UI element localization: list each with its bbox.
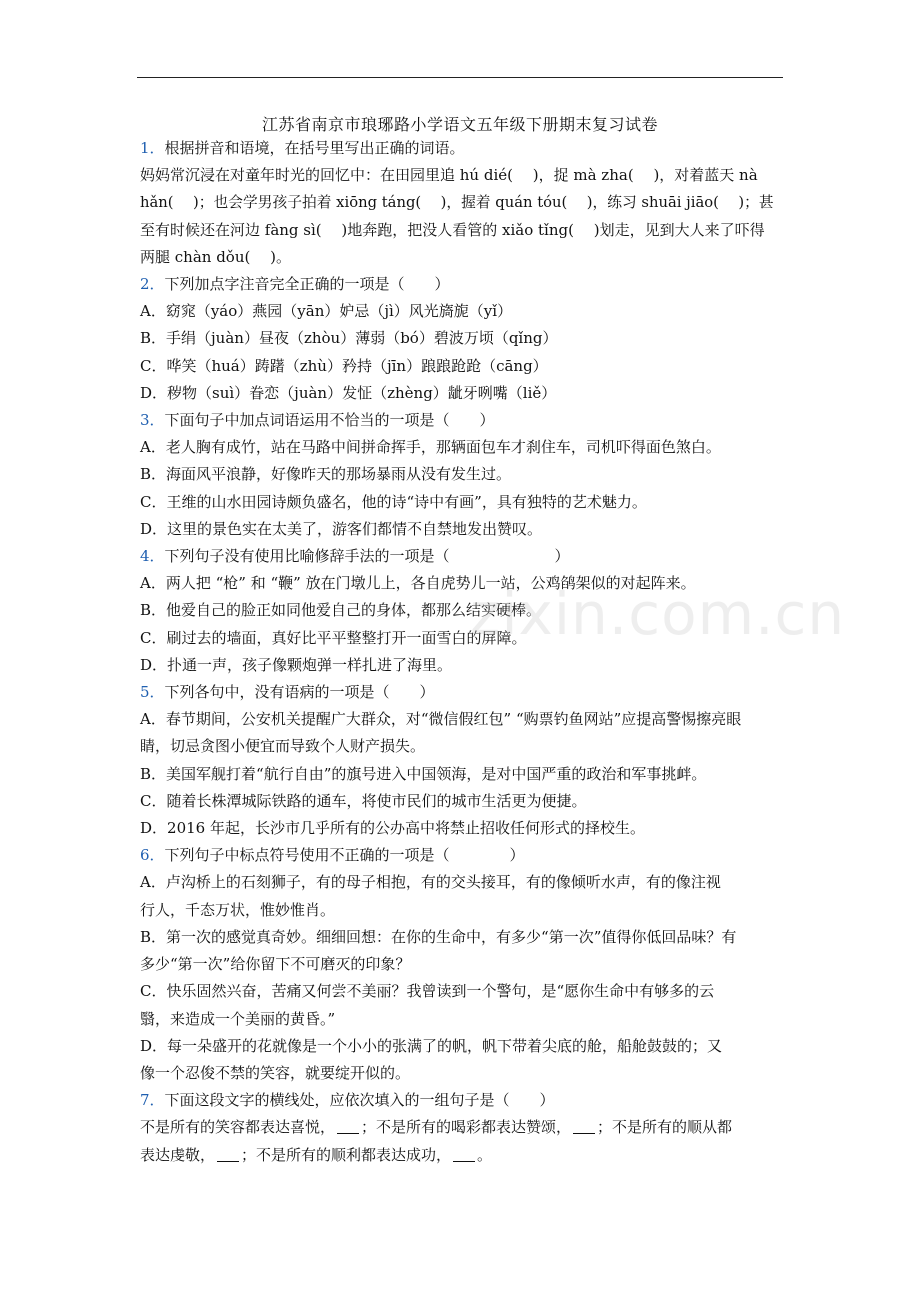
question-3-option-a: A．老人胸有成竹，站在马路中间拼命挥手，那辆面包车才刹住车，司机吓得面色煞白。 [140,438,721,457]
question-number: 5． [140,683,165,702]
question-7-line [140,1114,782,1141]
question-6-line: C．快乐固然兴奋，苦痛又何尝不美丽？我曾读到一个警句，是“愿你生命中有够多的云 [140,982,715,1001]
question-1-line: 至有时候还在河边 fàng sì( )地奔跑，把没人看管的 xiǎo tǐng( )划走，见到大人来了吓得 [140,220,765,239]
question-text: 下列句子没有使用比喻修辞手法的一项是（ ） [164,547,570,566]
question-4-stem [140,543,782,570]
question-6-line: 翳，来造成一个美丽的黄昏。” [140,1009,336,1028]
question-text: 下列加点字注音完全正确的一项是（ ） [164,275,450,294]
fill-blank[interactable] [453,1145,475,1162]
exam-content [140,135,782,1169]
question-6-line: 多少“第一次”给你留下不可磨灭的印象？ [140,955,411,974]
question-7-line [140,1142,782,1169]
question-4-option-c: C．刷过去的墙面，真好比平平整整打开一面雪白的屏障。 [140,628,527,647]
question-6-line: D．每一朵盛开的花就像是一个小小的张满了的帆，帆下带着尖底的舱，船舱鼓鼓的；又 [140,1036,723,1055]
question-text: 下列句子中标点符号使用不正确的一项是（ ） [164,846,525,865]
fill-blank[interactable] [573,1117,595,1134]
question-6-stem [140,842,782,869]
question-7-stem [140,1087,782,1114]
text-segment: ；不是所有的顺利都表达成功， [241,1145,452,1164]
text-segment: ；不是所有的顺从都 [597,1118,733,1137]
question-5-line: B．美国军舰打着“航行自由”的旗号进入中国领海，是对中国严重的政治和军事挑衅。 [140,764,707,783]
question-5-stem [140,679,782,706]
question-6-line: A．卢沟桥上的石刻狮子，有的母子相抱，有的交头接耳，有的像倾听水声，有的像注视 [140,873,721,892]
question-number: 6． [140,846,165,865]
question-3-option-d: D．这里的景色实在太美了，游客们都情不自禁地发出赞叹。 [140,519,543,538]
question-2-option-c: C．哗笑（huá）踌躇（zhù）矜持（jīn）踉踉跄跄（cāng） [140,356,548,375]
text-segment: 不是所有的笑容都表达喜悦， [140,1118,336,1137]
question-number: 2． [140,275,165,294]
question-3-option-b: B．海面风平浪静，好像昨天的那场暴雨从没有发生过。 [140,465,512,484]
watermark: zixin.com.cn [470,580,846,648]
question-2-option-a: A．窈窕（yáo）燕园（yān）妒忌（jì）风光旖旎（yǐ） [140,302,513,321]
question-4-option-d: D．扑通一声，孩子像颗炮弹一样扎进了海里。 [140,655,453,674]
question-3-stem [140,407,782,434]
question-4-option-a: A．两人把 “枪” 和 “鞭” 放在门墩儿上，各自虎势儿一站，公鸡鹐架似的对起阵来。 [140,574,696,593]
question-text: 下面句子中加点词语运用不恰当的一项是（ ） [164,411,495,430]
question-text: 下列各句中，没有语病的一项是（ ） [164,683,435,702]
question-4-option-b: B．他爱自己的脸正如同他爱自己的身体，都那么结实硬棒。 [140,601,542,620]
fill-blank[interactable] [217,1145,239,1162]
question-number: 7． [140,1091,165,1110]
question-1-stem [140,135,782,162]
question-6-line: 行人，千态万状，惟妙惟肖。 [140,900,336,919]
text-segment: 。 [477,1145,493,1164]
question-1-line: 妈妈常沉浸在对童年时光的回忆中：在田园里追 hú dié( )，捉 mà zha( )，对着蓝天 nà [140,166,758,185]
question-6-line: B．第一次的感觉真奇妙。细细回想：在你的生命中，有多少“第一次”值得你低回品味？有 [140,927,737,946]
question-number: 1． [140,139,165,157]
question-1-line: hǎn( )；也会学男孩子拍着 xiōng táng( )，握着 quán tóu( )，练习 shuāi jiāo( )；甚 [140,194,774,212]
question-text: 根据拼音和语境，在括号里写出正确的词语。 [164,139,465,157]
question-1-line: 两腿 chàn dǒu( )。 [140,247,291,266]
question-2-option-b: B．手绢（juàn）昼夜（zhòu）薄弱（bó）碧波万顷（qǐng） [140,329,558,348]
fill-blank[interactable] [337,1117,359,1134]
page-title: 江苏省南京市琅琊路小学语文五年级下册期末复习试卷 [261,115,658,134]
question-3-option-c: C．王维的山水田园诗颇负盛名，他的诗“诗中有画”，具有独特的艺术魅力。 [140,492,647,511]
question-2-option-d: D．秽物（suì）眷恋（juàn）发怔（zhèng）龇牙咧嘴（liě） [140,383,557,402]
question-5-line: C．随着长株潭城际铁路的通车，将使市民们的城市生活更为便捷。 [140,791,587,810]
text-segment: ；不是所有的喝彩都表达赞颂， [361,1118,572,1137]
question-5-line: 睛，切忌贪图小便宜而导致个人财产损失。 [140,737,426,756]
question-2-stem [140,271,782,298]
question-6-line: 像一个忍俊不禁的笑容，就要绽开似的。 [140,1063,411,1082]
question-5-line: D．2016 年起，长沙市几乎所有的公办高中将禁止招收任何形式的择校生。 [140,819,645,838]
header-rule [137,77,783,78]
question-5-line: A．春节期间，公安机关提醒广大群众，对“微信假红包” “购票钓鱼网站”应提高警惕擦亮眼 [140,710,742,729]
question-number: 4． [140,547,165,566]
text-segment: 表达虔敬， [140,1145,216,1164]
question-number: 3． [140,411,165,430]
question-text: 下面这段文字的横线处，应依次填入的一组句子是（ ） [164,1091,555,1110]
